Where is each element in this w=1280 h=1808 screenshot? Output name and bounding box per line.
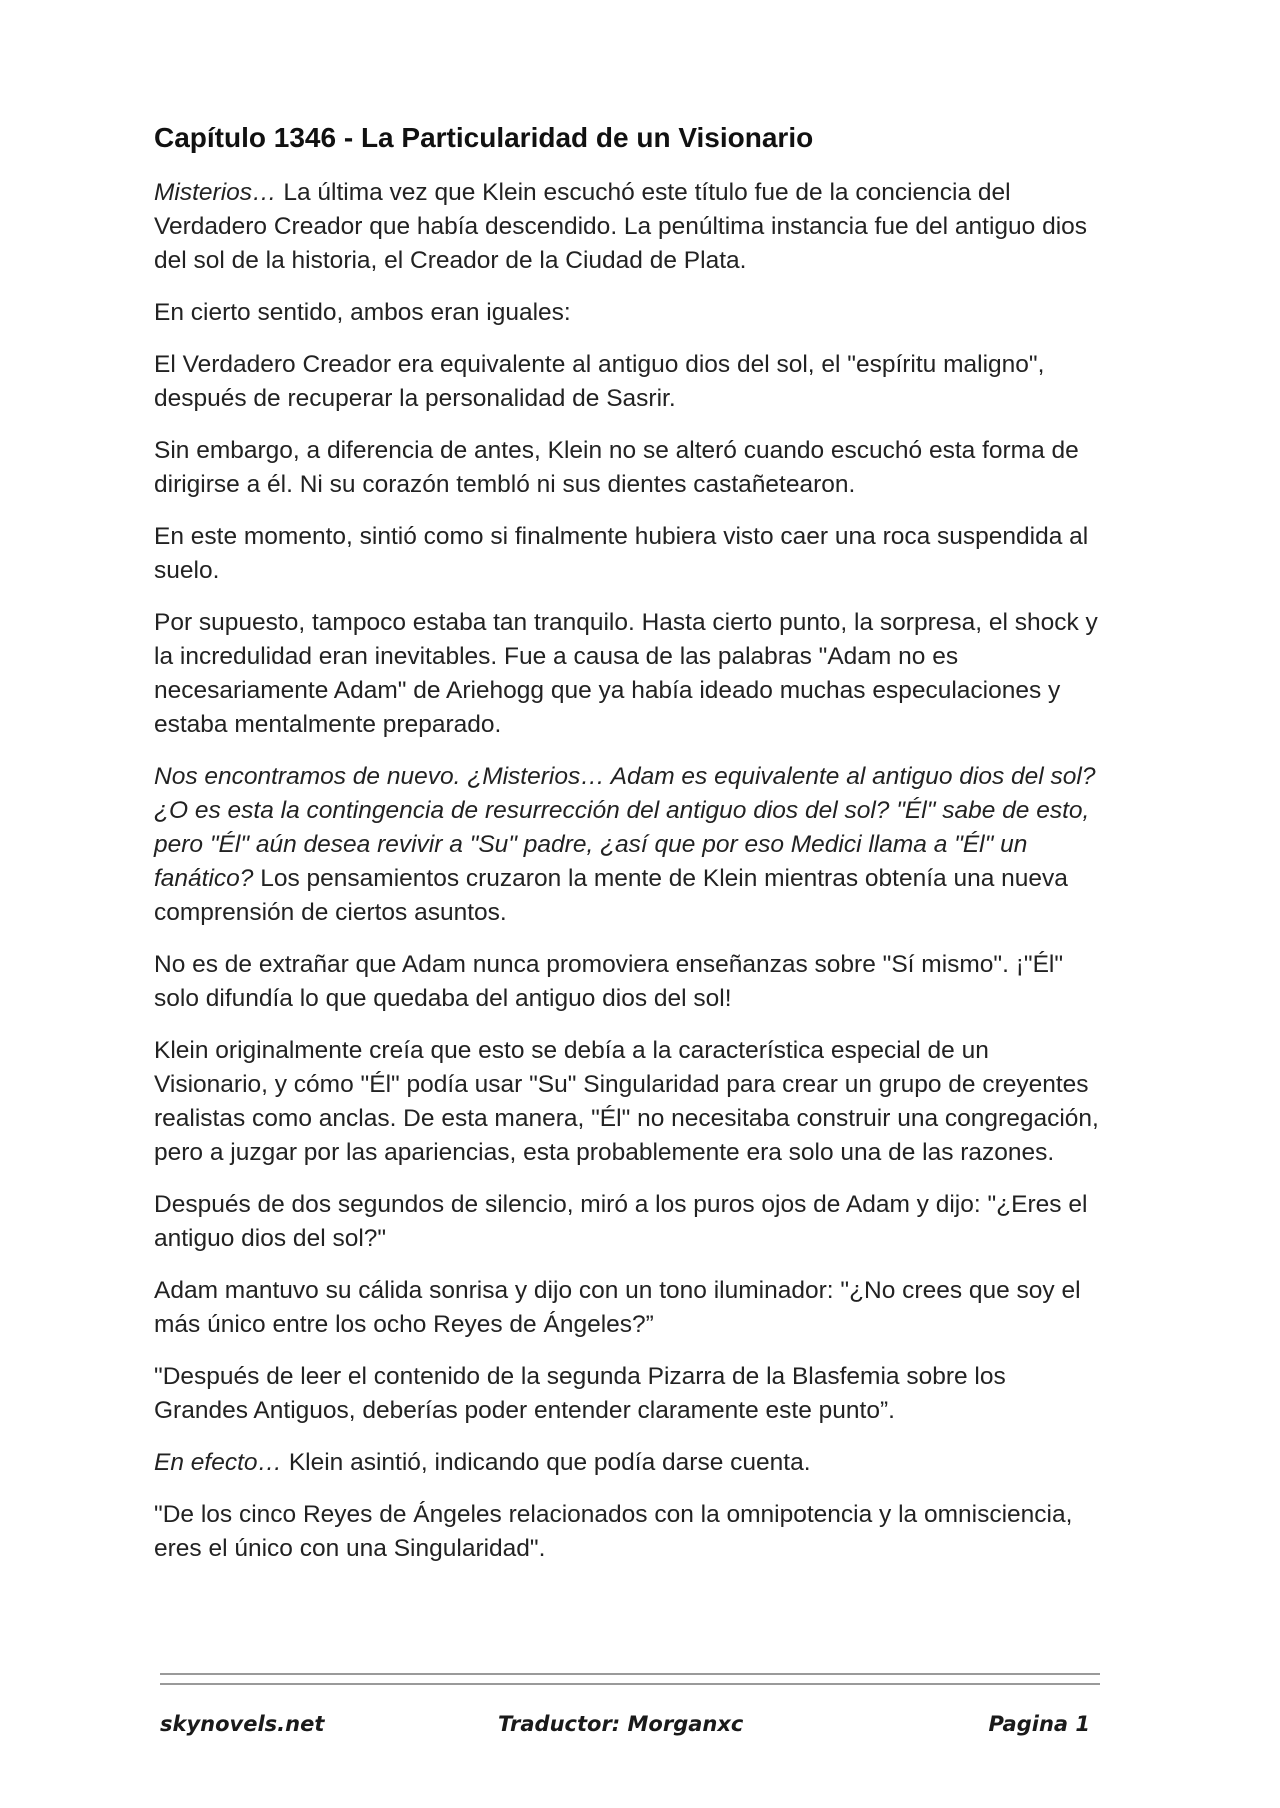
paragraph-9-text: Klein originalmente creía que esto se debía a la característica especial de un Visionario, y cómo "Él" podía usar "Su" Singularidad para crear un grupo de creyentes realistas como anclas. De esta manera, "Él" no necesitaba construir una congregación, pero a juzgar por las apariencias, esta probablemente era solo una de las razones. [154, 1037, 1099, 1166]
paragraph-13-italic: En efecto… [154, 1449, 283, 1476]
paragraph-1-italic: Misterios… [154, 179, 277, 206]
paragraph-13 [154, 1446, 1104, 1480]
paragraph-4-text: Sin embargo, a diferencia de antes, Klein no se alteró cuando escuchó esta forma de dirigirse a él. Ni su corazón tembló ni sus dientes castañetearon. [154, 437, 1079, 498]
footer-divider-bottom [160, 1683, 1100, 1685]
paragraph-14 [154, 1498, 1104, 1566]
paragraph-7-italic: Nos encontramos de nuevo. ¿Misterios… Adam es equivalente al antiguo dios del sol? ¿O es esta la contingencia de resurrección del antiguo dios del sol? "Él" sabe de esto, pero "Él" aún desea revivir a "Su" padre, ¿así que por eso Medici llama a "Él" un fanático? [154, 763, 1096, 892]
paragraph-5-text: En este momento, sintió como si finalmente hubiera visto caer una roca suspendida al suelo. [154, 523, 1089, 584]
paragraph-9 [154, 1034, 1104, 1170]
paragraph-2-text: En cierto sentido, ambos eran iguales: [154, 299, 571, 326]
paragraph-14-text: "De los cinco Reyes de Ángeles relacionados con la omnipotencia y la omnisciencia, eres el único con una Singularidad". [154, 1501, 1073, 1562]
paragraph-7 [154, 760, 1104, 930]
paragraph-6-text: Por supuesto, tampoco estaba tan tranquilo. Hasta cierto punto, la sorpresa, el shock y la incredulidad eran inevitables. Fue a causa de las palabras "Adam no es necesariamente Adam" de Ariehogg que ya había ideado muchas especulaciones y estaba mentalmente preparado. [154, 609, 1098, 738]
footer-site: skynovels.net [160, 1712, 325, 1736]
page-footer [160, 1712, 1090, 1752]
footer-page-number: Pagina 1 [988, 1712, 1090, 1736]
paragraph-3-text: El Verdadero Creador era equivalente al antiguo dios del sol, el "espíritu maligno", después de recuperar la personalidad de Sasrir. [154, 351, 1045, 412]
paragraph-8-text: No es de extrañar que Adam nunca promoviera enseñanzas sobre "Sí mismo". ¡"Él" solo difundía lo que quedaba del antiguo dios del sol! [154, 951, 1064, 1012]
paragraph-10 [154, 1188, 1104, 1256]
paragraph-13-text: Klein asintió, indicando que podía darse cuenta. [282, 1449, 811, 1476]
paragraph-11-text: Adam mantuvo su cálida sonrisa y dijo con un tono iluminador: "¿No crees que soy el más único entre los ocho Reyes de Ángeles?” [154, 1277, 1081, 1338]
paragraph-3 [154, 348, 1104, 416]
paragraph-7-text: Los pensamientos cruzaron la mente de Klein mientras obtenía una nueva comprensión de ciertos asuntos. [154, 865, 1068, 926]
paragraph-10-text: Después de dos segundos de silencio, miró a los puros ojos de Adam y dijo: "¿Eres el antiguo dios del sol?" [154, 1191, 1088, 1252]
document-page [154, 118, 1104, 1584]
paragraph-1 [154, 176, 1104, 278]
chapter-title: Capítulo 1346 - La Particularidad de un Visionario [154, 122, 814, 153]
paragraph-8 [154, 948, 1104, 1016]
footer-divider-top [160, 1673, 1100, 1675]
paragraph-6 [154, 606, 1104, 742]
footer-translator: Traductor: Morganxc [498, 1712, 744, 1736]
paragraph-5 [154, 520, 1104, 588]
paragraph-2 [154, 296, 1104, 330]
paragraph-12-text: "Después de leer el contenido de la segunda Pizarra de la Blasfemia sobre los Grandes Antiguos, deberías poder entender claramente este punto”. [154, 1363, 1006, 1424]
paragraph-1-text: La última vez que Klein escuchó este título fue de la conciencia del Verdadero Creador que había descendido. La penúltima instancia fue del antiguo dios del sol de la historia, el Creador de la Ciudad de Plata. [154, 179, 1088, 274]
paragraph-11 [154, 1274, 1104, 1342]
paragraph-4 [154, 434, 1104, 502]
paragraph-12 [154, 1360, 1104, 1428]
